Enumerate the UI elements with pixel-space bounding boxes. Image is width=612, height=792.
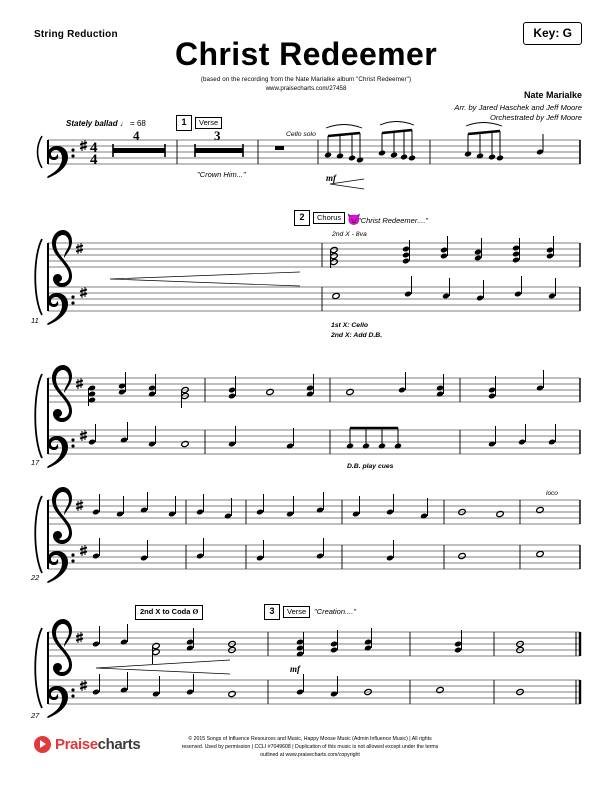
- lyric-christ-redeemer: "Christ Redeemer....": [358, 216, 429, 225]
- rehearsal-number-2: 2: [294, 210, 310, 226]
- rehearsal-mark-1: [176, 115, 222, 131]
- copyright-line-3: outlined at www.praisecharts.com/copyright: [260, 752, 360, 759]
- copyright-block: [150, 735, 470, 759]
- measure-number-17: 17: [31, 458, 40, 467]
- svg-text:4: 4: [90, 140, 98, 156]
- cue-cello-solo: Cello solo: [286, 131, 316, 138]
- dynamic-mf-2: mf: [290, 664, 300, 674]
- key-badge: Key: G: [523, 22, 582, 45]
- cue-db-play-cues: D.B. play cues: [347, 463, 394, 470]
- rehearsal-mark-2: [294, 210, 345, 226]
- rehearsal-label-2: Chorus: [313, 212, 345, 225]
- cue-loco: loco: [546, 490, 558, 497]
- composer-credit: Nate Marialke: [523, 90, 582, 100]
- subtitle-url: www.praisecharts.com/27458: [265, 85, 347, 92]
- orchestrator-credit: Orchestrated by Jeff Moore: [489, 113, 582, 122]
- measure-number-27: 27: [31, 711, 40, 720]
- rehearsal-number-3: 3: [264, 604, 280, 620]
- arranger-credit: Arr. by Jared Haschek and Jeff Moore: [454, 103, 582, 112]
- measure-number-11: 11: [31, 316, 39, 325]
- svg-text:3: 3: [214, 128, 221, 143]
- svg-text:4: 4: [133, 128, 140, 143]
- subtitle-source: (based on the recording from the Nate Marialke album "Christ Redeemer"): [200, 76, 412, 83]
- rehearsal-label-1: Verse: [195, 117, 222, 130]
- measure-number-22: 22: [31, 573, 40, 582]
- dynamic-mf-1: mf: [326, 173, 336, 183]
- rehearsal-number-1: 1: [176, 115, 192, 131]
- lyric-creation: "Creation....": [314, 607, 357, 616]
- tempo-marking: Stately ballad ♩ = 68: [66, 119, 146, 128]
- logo-wordmark: Praisecharts: [55, 736, 141, 753]
- instrument-label: String Reduction: [34, 29, 118, 40]
- page-title: Christ Redeemer: [174, 36, 438, 72]
- praisecharts-logo[interactable]: [34, 736, 140, 753]
- cue-1st-x-cello: 1st X: Cello: [331, 322, 369, 329]
- segno-icon: 😈: [347, 214, 361, 226]
- lyric-crown-him: "Crown Him...": [197, 170, 246, 179]
- coda-instruction: 2nd X to Coda Ø: [135, 605, 203, 620]
- rehearsal-mark-3: [264, 604, 310, 620]
- rehearsal-label-3: Verse: [283, 606, 310, 619]
- cue-2nd-x-8va: 2nd X - 8va: [332, 231, 367, 238]
- svg-text:4: 4: [90, 152, 98, 168]
- copyright-line-1: © 2015 Songs of Influence Resources and Music, Happy Moose Music (Admin Influence Music) | All rights: [188, 736, 432, 742]
- play-icon: [34, 736, 51, 753]
- cue-2nd-x-add-db: 2nd X: Add D.B.: [331, 332, 383, 339]
- copyright-line-2: reserved. Used by permission | CCLI #7049608 | Duplication of this music is not allowed except under the terms: [181, 744, 439, 751]
